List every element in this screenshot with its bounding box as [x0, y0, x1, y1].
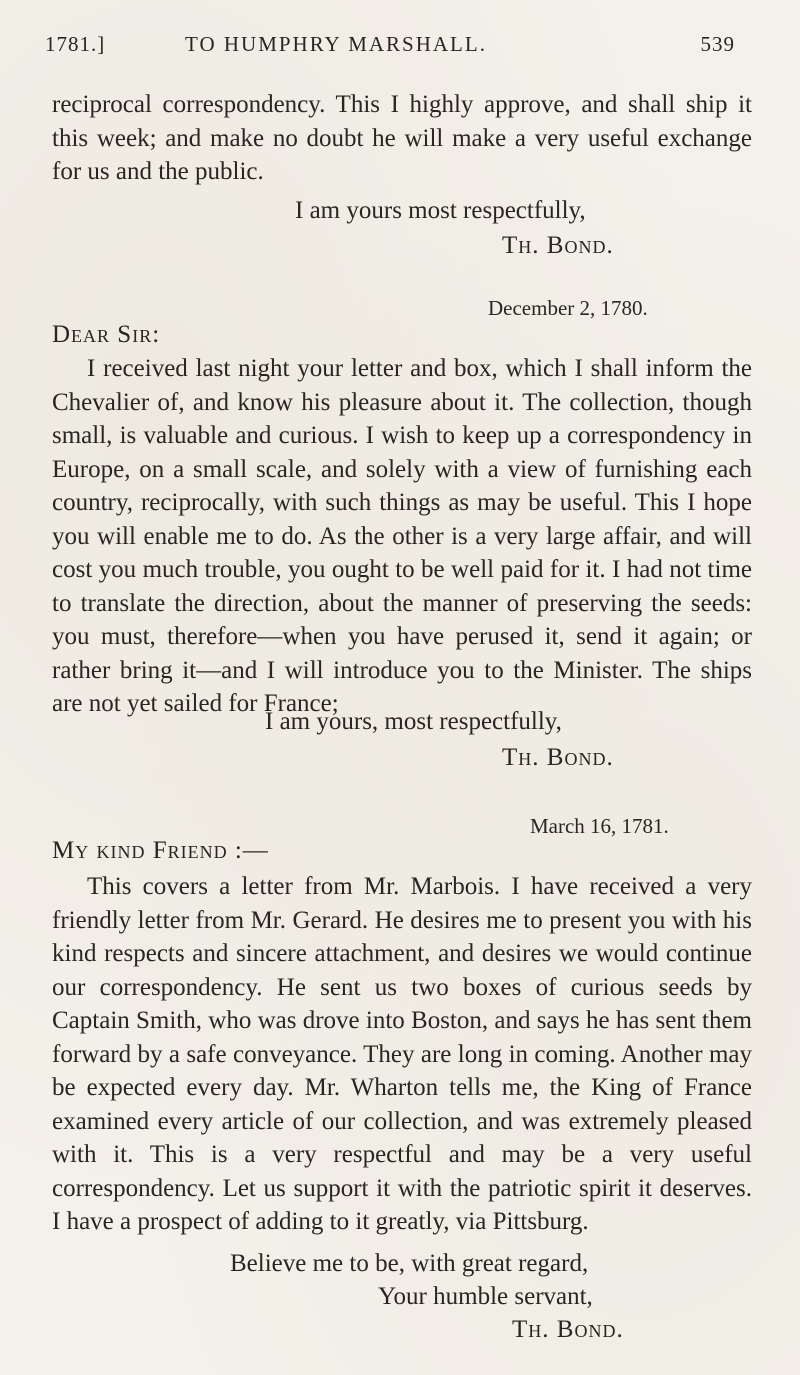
letter2-date: December 2, 1780.: [488, 296, 648, 320]
letter1-signature: Th. Bond.: [502, 232, 614, 259]
letter3-closing-line2: Your humble servant,: [378, 1283, 593, 1310]
letter3-closing-line1: Believe me to be, with great regard,: [230, 1250, 589, 1277]
letter2-salutation: Dear Sir:: [52, 321, 161, 348]
letter2-signature: Th. Bond.: [502, 744, 614, 771]
letter2-closing: I am yours, most respectfully,: [265, 708, 562, 735]
letter1-closing: I am yours most respectfully,: [295, 197, 586, 224]
letter3-signature: Th. Bond.: [512, 1316, 624, 1343]
letter1-continuation: reciprocal correspondency. This I highly approve, and shall ship it this week; and make no doubt he will make a very useful exchange for us and the public.: [52, 91, 752, 185]
header-year: 1781.]: [45, 32, 106, 56]
page-number: 539: [700, 32, 735, 56]
letter3-salutation: My kind Friend :—: [52, 837, 269, 864]
letter3-date: March 16, 1781.: [530, 814, 669, 838]
letter3-body: This covers a letter from Mr. Marbois. I have received a very friendly letter from Mr. Gerard. He desires me to present you with his kind respects and sincere attachment, and desires we would continue our correspondency. He sent us two boxes of curious seeds by Captain Smith, who was drove into Boston, and says he has sent them forward by a safe conveyance. They are long in coming. Another may be expected every day. Mr. Wharton tells me, the King of France examined every article of our collection, and was extremely pleased with it. This is a very respectful and may be a very useful correspondency. Let us support it with the patriotic spirit it deserves. I have a prospect of adding to it greatly, via Pittsburg.: [52, 873, 752, 1235]
letter2-body: I received last night your letter and box, which I shall inform the Chevalier of, and know his pleasure about it. The collection, though small, is valuable and curious. I wish to keep up a correspondency in Europe, on a small scale, and solely with a view of furnishing each country, reciprocally, with such things as may be useful. This I hope you will enable me to do. As the other is a very large affair, and will cost you much trouble, you ought to be well paid for it. I had not time to translate the direction, about the manner of preserving the seeds: you must, therefore—when you have perused it, send it again; or rather bring it—and I will introduce you to the Minister. The ships are not yet sailed for France;: [52, 355, 752, 717]
running-header: [45, 28, 735, 68]
header-title: TO HUMPHRY MARSHALL.: [185, 32, 487, 56]
